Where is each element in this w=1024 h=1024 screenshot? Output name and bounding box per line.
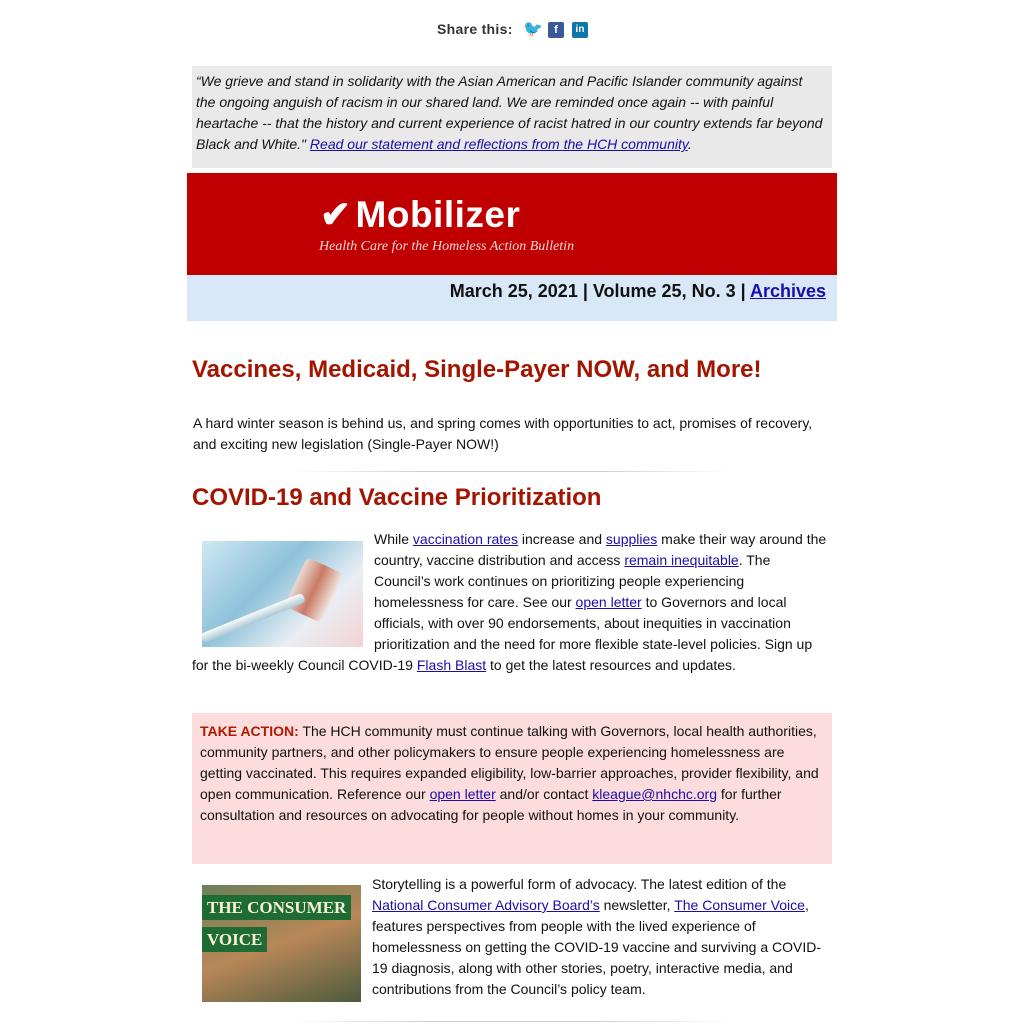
banner-title [320, 193, 520, 236]
consumer-voice-image [202, 885, 361, 1002]
vaccine-image [202, 541, 363, 647]
share-bar [0, 19, 1024, 41]
covid-text: increase and [517, 531, 606, 547]
covid-heading: COVID-19 and Vaccine Prioritization [192, 484, 602, 511]
divider [292, 471, 732, 472]
contact-email-link[interactable]: kleague@nhchc.org [592, 786, 718, 802]
archives-link[interactable]: Archives [749, 281, 826, 301]
solidarity-quote [192, 66, 832, 168]
consumer-voice-image-text: THE CONSUMER [202, 895, 351, 920]
twitter-icon[interactable]: 🐦 [523, 21, 543, 38]
open-letter-link[interactable]: open letter [575, 594, 642, 610]
consumer-voice-article [192, 874, 832, 1008]
take-action-label: TAKE ACTION: [200, 723, 299, 739]
voice-text: , features perspectives from people with the lived experience of homelessness on getting the COVID-19 vaccine and surviving a COVID-19 diagnosis, along with other stories, poetry, interactive media, and contributions from the Council’s policy team. [372, 897, 821, 997]
ncab-link[interactable]: National Consumer Advisory Board’s [372, 897, 600, 913]
covid-text: to Governors and local officials, with over 90 endorsements, about inequities in vaccination prioritization and the need for more flexible state-level policies. Sign up for the bi-weekly Council COVID-19 [192, 594, 813, 673]
voice-text: Storytelling is a powerful form of advocacy. The latest edition of the [372, 876, 787, 892]
take-action-box [192, 713, 832, 864]
share-label: Share this: [437, 21, 513, 37]
covid-text: make their way around the country, vaccine distribution and access [374, 531, 827, 568]
banner-title-text: Mobilizer [355, 194, 521, 235]
covid-text: . The Council’s work continues on prioritizing people experiencing homelessness for care. See our [374, 552, 771, 610]
flash-blast-link[interactable]: Flash Blast [416, 657, 487, 673]
issue-dateline [187, 275, 837, 321]
open-letter-link-2[interactable]: open letter [429, 786, 496, 802]
consumer-voice-link[interactable]: The Consumer Voice [674, 897, 805, 913]
checkmark-icon: ✔ [320, 194, 352, 235]
consumer-voice-image-text: VOICE [202, 927, 267, 952]
covid-text: While [374, 531, 413, 547]
facebook-icon[interactable]: f [548, 22, 564, 38]
remain-inequitable-link[interactable]: remain inequitable [624, 552, 739, 568]
covid-article [192, 529, 828, 676]
action-text: and/or contact [495, 786, 593, 802]
mobilizer-banner [187, 173, 837, 275]
issue-date-volume: March 25, 2021 | Volume 25, No. 3 | [449, 281, 750, 301]
statement-link[interactable]: Read our statement and reflections from the HCH community [309, 136, 688, 152]
intro-paragraph: A hard winter season is behind us, and spring comes with opportunities to act, promises of recovery, and exciting new legislation (Single-Payer NOW!) [193, 415, 813, 452]
linkedin-icon[interactable]: in [572, 22, 588, 38]
banner-subtitle: Health Care for the Homeless Action Bulletin [319, 239, 575, 254]
quote-end: . [687, 136, 692, 152]
quote-text: “We grieve and stand in solidarity with the Asian American and Pacific Islander community against the ongoing anguish of racism in our shared land. We are reminded once again -- with painful heartache -- that the history and current experience of racist hatred in our country extends far beyond Black and White." [196, 73, 823, 152]
covid-text: to get the latest resources and updates. [486, 657, 736, 673]
page-headline: Vaccines, Medicaid, Single-Payer NOW, and More! [192, 356, 762, 383]
action-text: for further consultation and resources on advocating for people without homes in your community. [200, 786, 782, 823]
supplies-link[interactable]: supplies [605, 531, 658, 547]
voice-text: newsletter, [599, 897, 675, 913]
divider [292, 1021, 732, 1022]
vaccination-rates-link[interactable]: vaccination rates [412, 531, 518, 547]
action-text: The HCH community must continue talking with Governors, local health authorities, community partners, and other policymakers to ensure people experiencing homelessness are getting vaccinated. This requires expanded eligibility, low-barrier approaches, provider flexibility, and open communication. Reference our [200, 723, 819, 802]
